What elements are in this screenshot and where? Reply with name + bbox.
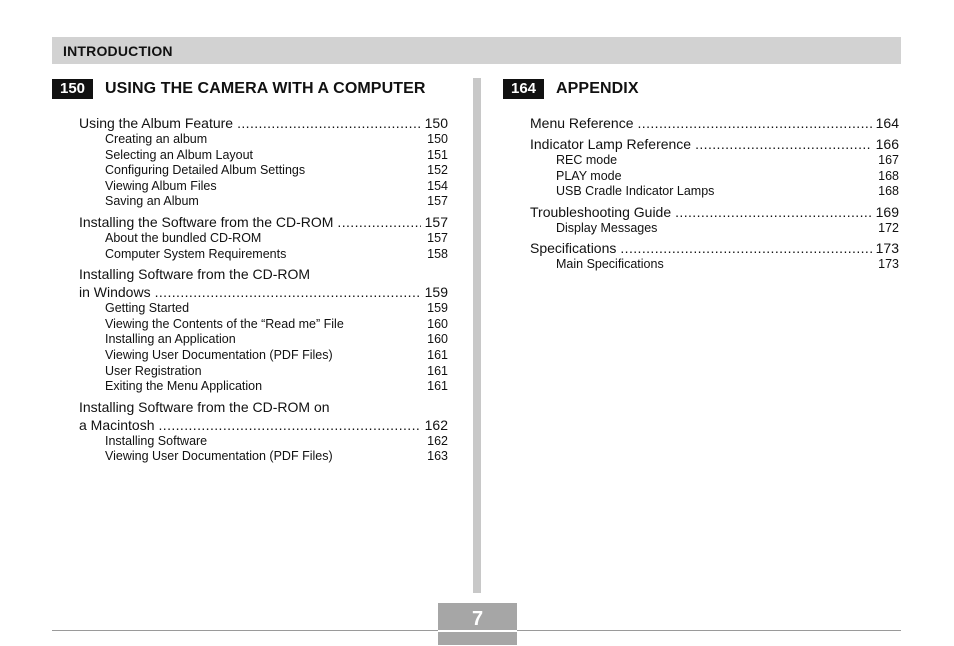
toc-entry-page[interactable]: 159	[424, 284, 448, 301]
section-header-title: INTRODUCTION	[63, 43, 173, 59]
toc-entry-title[interactable]: a Macintosh	[79, 416, 155, 433]
toc-column-right	[503, 78, 899, 276]
toc-subentry-page[interactable]: 160	[427, 316, 448, 331]
toc-subentry[interactable]	[105, 364, 448, 380]
toc-subentry-title[interactable]: Configuring Detailed Album Settings	[105, 163, 306, 178]
toc-subentry[interactable]	[105, 332, 448, 348]
toc-entry-page[interactable]: 157	[424, 213, 448, 230]
toc-entry-page[interactable]: 150	[424, 115, 448, 131]
toc-subentry-title[interactable]: Main Specifications	[556, 257, 664, 272]
column-divider	[473, 78, 481, 593]
toc-subentry[interactable]	[105, 148, 448, 164]
toc-subentry-page[interactable]: 158	[427, 246, 448, 261]
dot-leader	[675, 203, 872, 221]
toc-subentry[interactable]	[105, 194, 448, 210]
toc-subentry-title[interactable]: Viewing User Documentation (PDF Files)	[105, 449, 333, 464]
toc-entry	[79, 114, 448, 210]
toc-subentry-title[interactable]: About the bundled CD-ROM	[105, 230, 262, 245]
toc-subentry-page[interactable]: 161	[427, 347, 448, 362]
toc-subentry-title[interactable]: Creating an album	[105, 132, 208, 146]
toc-entry-title[interactable]: Troubleshooting Guide	[530, 203, 672, 220]
toc-entry	[530, 239, 899, 273]
toc-entry-page[interactable]: 173	[875, 240, 899, 257]
section-page-badge[interactable]: 150	[52, 79, 93, 99]
toc-subentry-page[interactable]: 157	[427, 230, 448, 245]
toc-entry-title[interactable]: Installing the Software from the CD-ROM	[79, 213, 334, 230]
toc-subentry[interactable]	[105, 348, 448, 364]
dot-leader	[158, 416, 420, 434]
toc-entry-line[interactable]	[79, 114, 448, 132]
page-number-box	[438, 603, 517, 645]
toc-entry-title-line[interactable]: Installing Software from the CD-ROM on	[79, 398, 330, 415]
toc-entry-title[interactable]: in Windows	[79, 284, 151, 301]
toc-entry-page[interactable]: 164	[875, 115, 899, 131]
toc-subentry-page[interactable]: 151	[427, 147, 448, 162]
toc-entries	[503, 114, 899, 273]
dot-leader	[237, 114, 421, 132]
toc-subentry-page[interactable]: 172	[878, 220, 899, 235]
dot-leader	[695, 135, 872, 153]
toc-subentry[interactable]	[105, 434, 448, 450]
toc-subentry[interactable]	[105, 179, 448, 195]
toc-entry-line[interactable]	[79, 416, 448, 434]
page-number: 7	[471, 608, 484, 630]
toc-subentry[interactable]	[556, 257, 899, 273]
toc-subentry-page[interactable]: 163	[427, 449, 448, 464]
toc-entry-line[interactable]	[530, 203, 899, 221]
toc-subentry-title[interactable]: Display Messages	[556, 220, 658, 235]
toc-subentry-title[interactable]: Viewing User Documentation (PDF Files)	[105, 347, 333, 362]
toc-subentry-page[interactable]: 150	[427, 132, 448, 146]
toc-entry	[79, 398, 448, 465]
toc-subentry-page[interactable]: 162	[427, 433, 448, 448]
toc-entry-page[interactable]: 166	[875, 136, 899, 152]
toc-subentry-title[interactable]: Computer System Requirements	[105, 246, 287, 261]
toc-subentry[interactable]	[556, 169, 899, 185]
toc-entries	[52, 114, 448, 465]
dot-leader	[638, 114, 872, 132]
toc-subentry-title[interactable]: Viewing Album Files	[105, 178, 217, 193]
section-title[interactable]: USING THE CAMERA WITH A COMPUTER	[105, 80, 426, 97]
toc-section-heading	[503, 78, 899, 100]
toc-entry-page[interactable]: 162	[424, 416, 448, 433]
toc-subentry[interactable]	[105, 301, 448, 317]
toc-subentry[interactable]	[105, 132, 448, 148]
toc-subentry-page[interactable]: 173	[878, 257, 899, 272]
toc-entry-line[interactable]	[530, 239, 899, 257]
dot-leader	[620, 239, 871, 257]
toc-subentry-title[interactable]: Viewing the Contents of the “Read me” File	[105, 316, 344, 331]
toc-subentry[interactable]	[105, 379, 448, 395]
toc-subentry-title[interactable]: REC mode	[556, 153, 618, 167]
toc-entry-line[interactable]	[530, 114, 899, 132]
toc-entry-line[interactable]	[79, 283, 448, 301]
toc-subentry-page[interactable]: 157	[427, 194, 448, 209]
toc-entry-line[interactable]	[79, 213, 448, 231]
toc-subentry-page[interactable]: 168	[878, 168, 899, 183]
toc-subentry[interactable]	[556, 153, 899, 169]
section-page-badge[interactable]: 164	[503, 79, 544, 99]
toc-subentry-title[interactable]: Getting Started	[105, 301, 190, 316]
toc-subentry-title[interactable]: USB Cradle Indicator Lamps	[556, 184, 715, 199]
toc-subentry-page[interactable]: 154	[427, 178, 448, 193]
dot-leader	[155, 283, 421, 301]
toc-section-heading	[52, 78, 448, 100]
toc-subentry[interactable]	[105, 163, 448, 179]
toc-entry-title[interactable]: Indicator Lamp Reference	[530, 136, 692, 152]
toc-subentry-page[interactable]: 159	[427, 301, 448, 316]
toc-entry	[79, 265, 448, 395]
toc-entry-title[interactable]: Specifications	[530, 240, 617, 257]
toc-entry	[530, 135, 899, 200]
toc-subentry-title[interactable]: Installing Software	[105, 433, 208, 448]
toc-subentry-title[interactable]: Saving an Album	[105, 194, 199, 209]
toc-subentry-title[interactable]: Exiting the Menu Application	[105, 379, 263, 394]
dot-leader	[337, 213, 420, 231]
toc-column-left	[52, 78, 448, 468]
toc-entry-title[interactable]: Menu Reference	[530, 115, 634, 131]
section-title[interactable]: APPENDIX	[556, 80, 639, 97]
toc-subentry-title[interactable]: Selecting an Album Layout	[105, 147, 254, 162]
toc-subentry[interactable]	[105, 231, 448, 247]
toc-entry-title[interactable]: Using the Album Feature	[79, 115, 234, 131]
toc-entry	[79, 213, 448, 262]
toc-subentry-page[interactable]: 160	[427, 332, 448, 347]
toc-subentry-page[interactable]: 152	[427, 163, 448, 178]
toc-subentry[interactable]	[556, 184, 899, 200]
toc-entry-page[interactable]: 169	[875, 203, 899, 220]
toc-subentry[interactable]	[105, 247, 448, 263]
toc-subentry[interactable]	[105, 317, 448, 333]
toc-entry-line[interactable]	[530, 135, 899, 153]
toc-subentry-page[interactable]: 167	[878, 153, 899, 167]
toc-subentry-title[interactable]: PLAY mode	[556, 168, 622, 183]
toc-entry	[530, 114, 899, 132]
page-number-separator	[438, 630, 517, 632]
toc-subentry-page[interactable]: 168	[878, 184, 899, 199]
section-header-bar	[52, 37, 901, 64]
toc-subentry-page[interactable]: 161	[427, 379, 448, 394]
toc-subentry-title[interactable]: User Registration	[105, 363, 202, 378]
toc-entry	[530, 203, 899, 237]
toc-entry-title-line[interactable]: Installing Software from the CD-ROM	[79, 266, 311, 283]
toc-subentry[interactable]	[105, 449, 448, 465]
toc-subentry[interactable]	[556, 221, 899, 237]
toc-subentry-page[interactable]: 161	[427, 363, 448, 378]
toc-subentry-title[interactable]: Installing an Application	[105, 332, 236, 347]
